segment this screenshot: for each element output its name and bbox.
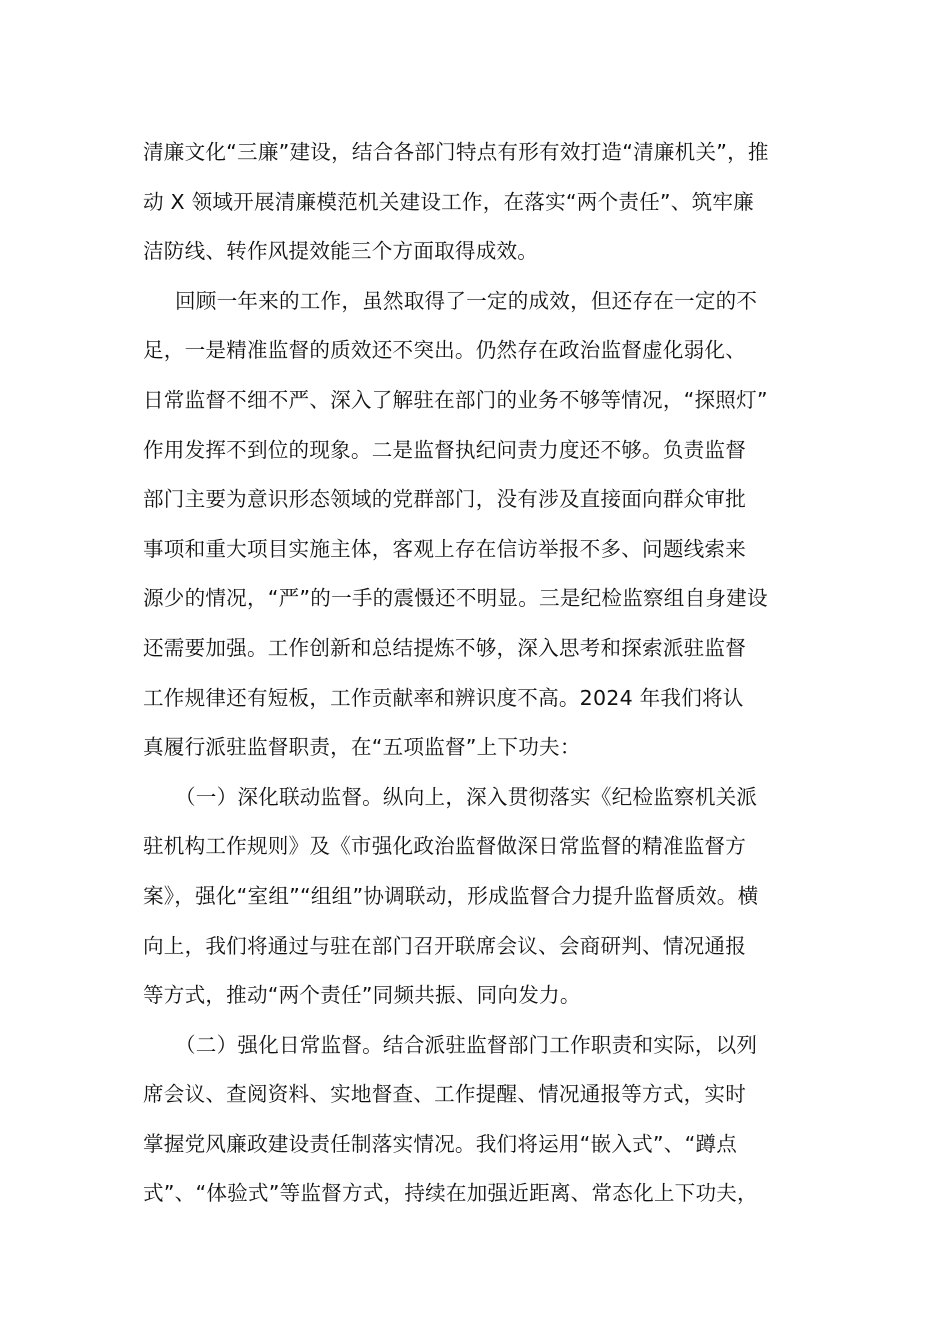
paragraph-4 (143, 1021, 809, 1219)
text-line: 还需要加强。工作创新和总结提炼不够，深入思考和探索派驻监督 (143, 635, 747, 660)
paragraph-2 (143, 277, 809, 773)
text-line: 事项和重大项目实施主体，客观上存在信访举报不多、问题线索来 (143, 536, 747, 561)
text-line: 案》，强化“室组”“组组”协调联动，形成监督合力提升监督质效。横 (143, 883, 759, 908)
text-line: 席会议、查阅资料、实地督查、工作提醒、情况通报等方式，实时 (143, 1082, 747, 1107)
text-line: （一）深化联动监督。纵向上，深入贯彻落实《纪检监察机关派 (175, 784, 758, 809)
text-line: 足，一是精准监督的质效还不突出。仍然存在政治监督虚化弱化、 (143, 338, 747, 363)
text-line: 掌握党风廉政建设责任制落实情况。我们将运用“嵌入式”、“蹲点 (143, 1131, 738, 1156)
text-line: 清廉文化“三廉”建设，结合各部门特点有形有效打造“清廉机关”，推 (143, 140, 769, 164)
text-line: 日常监督不细不严、深入了解驻在部门的业务不够等情况，“探照灯” (143, 387, 768, 412)
paragraph-3 (143, 773, 809, 1021)
text-line: 驻机构工作规则》及《市强化政治监督做深日常监督的精准监督方 (143, 834, 747, 859)
document-body (143, 128, 809, 1219)
text-line: 作用发挥不到位的现象。二是监督执纪问责力度还不够。负责监督 (143, 437, 747, 462)
text-line: 回顾一年来的工作，虽然取得了一定的成效，但还存在一定的不 (175, 288, 758, 313)
text-line: 洁防线、转作风提效能三个方面取得成效。 (143, 239, 539, 264)
text-line: （二）强化日常监督。结合派驻监督部门工作职责和实际，以列 (175, 1032, 758, 1057)
text-line: 动 X 领域开展清廉模范机关建设工作，在落实“两个责任”、筑牢廉 (143, 189, 754, 214)
text-line: 源少的情况，“严”的一手的震慑还不明显。三是纪检监察组自身建设 (143, 586, 768, 611)
text-line: 部门主要为意识形态领域的党群部门，没有涉及直接面向群众审批 (143, 487, 747, 512)
text-line: 真履行派驻监督职责，在“五项监督”上下功夫： (143, 735, 581, 760)
paragraph-1 (143, 128, 809, 277)
text-line: 式”、“体验式”等监督方式，持续在加强近距离、常态化上下功夫， (143, 1181, 758, 1206)
text-line: 向上，我们将通过与驻在部门召开联席会议、会商研判、情况通报 (143, 933, 747, 958)
text-line: 工作规律还有短板，工作贡献率和辨识度不高。2024 年我们将认 (143, 685, 744, 710)
text-line: 等方式，推动“两个责任”同频共振、同向发力。 (143, 983, 581, 1008)
